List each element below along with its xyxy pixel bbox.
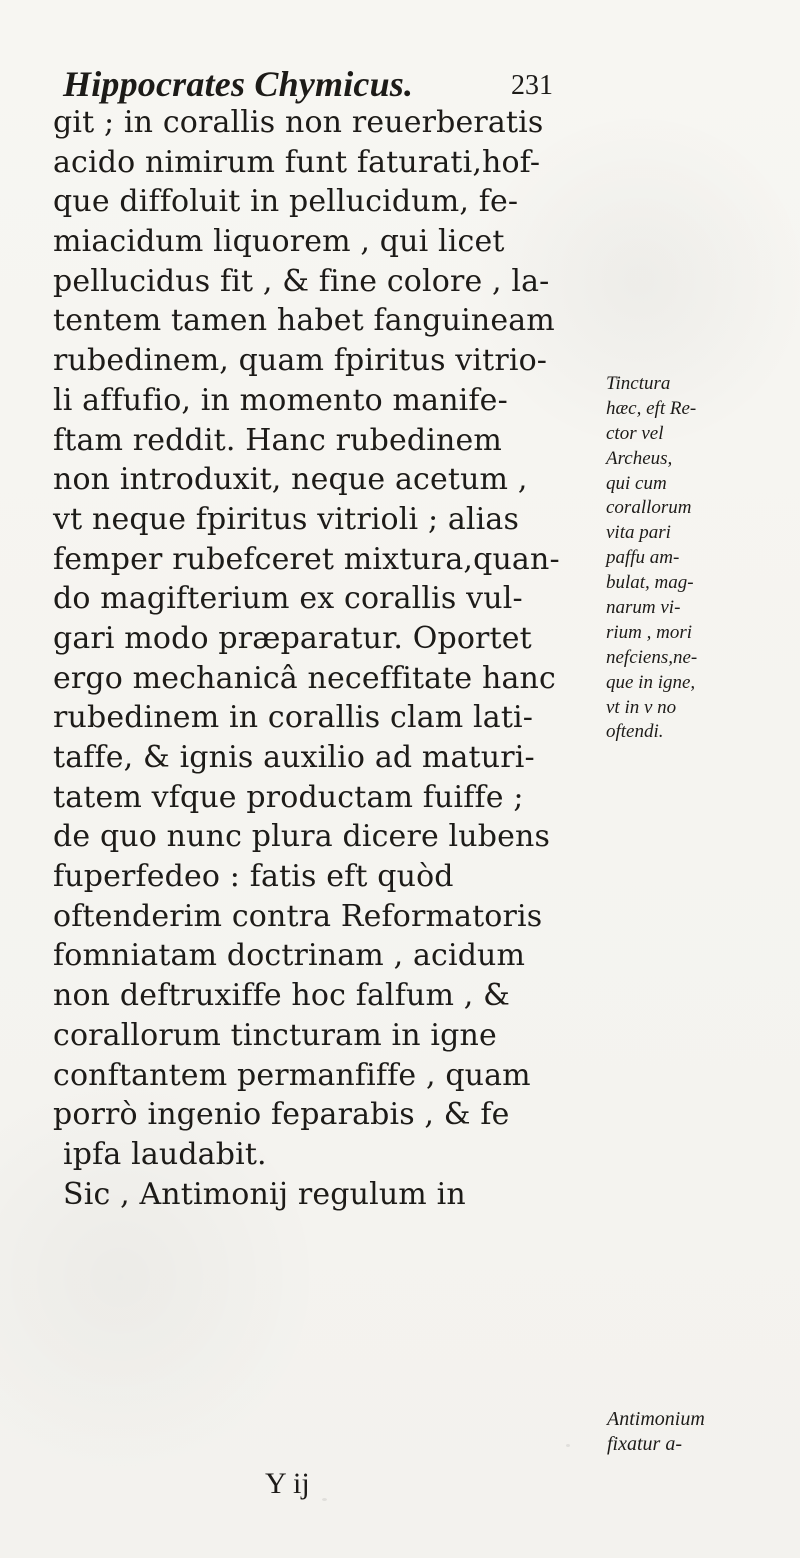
paper-spot <box>566 1444 570 1447</box>
margin-note-line: narum vi- <box>606 597 681 619</box>
margin-note-line: paffu am- <box>606 547 680 569</box>
margin-note-line: ctor vel <box>606 422 664 444</box>
text-line: de quo nunc plura dicere lubens <box>53 819 551 855</box>
margin-note-line: Antimonium <box>607 1408 705 1430</box>
text-line: oftenderim contra Reformatoris <box>53 898 543 934</box>
text-line: porrò ingenio feparabis , & fe <box>53 1097 510 1133</box>
text-line: pellucidus fit , & fine colore , la- <box>53 263 550 299</box>
text-line: miacidum liquorem , qui licet <box>53 224 505 260</box>
text-line: Sic , Antimonij regulum in <box>63 1176 466 1212</box>
text-line: que diffoluit in pellucidum, fe- <box>53 184 519 220</box>
text-line: corallorum tincturam in igne <box>53 1017 497 1053</box>
text-line: femper rubefceret mixtura,quan- <box>53 541 560 577</box>
text-line: non introduxit, neque acetum , <box>53 462 528 498</box>
margin-note-line: que in igne, <box>606 671 696 693</box>
text-line: tatem vfque productam fuiffe ; <box>53 779 524 815</box>
margin-note-line: corallorum <box>606 497 692 519</box>
margin-note-line: fixatur a- <box>607 1432 682 1455</box>
text-line: tentem tamen habet fanguineam <box>53 303 555 339</box>
text-line: rubedinem, quam fpiritus vitrio- <box>53 343 548 379</box>
text-line: conftantem permanfiffe , quam <box>53 1057 531 1093</box>
margin-note-line: bulat, mag- <box>606 572 694 594</box>
paper-spot <box>322 1498 327 1501</box>
margin-note-line: vita pari <box>606 522 671 544</box>
margin-note-tinctura <box>606 372 791 745</box>
signature-mark: Y ij <box>265 1467 310 1500</box>
text-line: rubedinem in corallis clam lati- <box>53 700 534 736</box>
margin-note-line: rium , mori <box>606 621 693 643</box>
margin-note-line: hæc, eft Re- <box>606 397 697 419</box>
text-line: taffe, & ignis auxilio ad maturi- <box>53 740 535 775</box>
text-line: fomniatam doctrinam , acidum <box>53 938 526 974</box>
text-line: fuperfedeo : fatis eft quòd <box>53 859 454 895</box>
text-line: acido nimirum funt faturati,hof- <box>53 144 541 180</box>
text-line: li affufio, in momento manife- <box>53 382 508 418</box>
margin-note-line: Archeus, <box>606 447 673 469</box>
main-text-block <box>53 103 598 1214</box>
text-line: gari modo præparatur. Oportet <box>53 620 532 656</box>
margin-note-antimonium <box>607 1405 792 1455</box>
text-line: do magifterium ex corallis vul- <box>53 581 523 617</box>
margin-note-line: Tinctura <box>606 373 671 394</box>
margin-note-line: nefciens,ne- <box>606 646 698 668</box>
text-line: vt neque fpiritus vitrioli ; alias <box>53 501 519 537</box>
margin-note-line: vt in v no <box>606 696 677 718</box>
page-number: 231 <box>511 70 553 101</box>
text-line: ergo mechanicâ neceffitate hanc <box>53 660 556 696</box>
margin-note-line: oftendi. <box>606 721 664 743</box>
text-line: non deftruxiffe hoc falfum , & <box>53 978 511 1014</box>
text-line: ipfa laudabit. <box>63 1136 267 1172</box>
text-line: ftam reddit. Hanc rubedinem <box>53 422 502 458</box>
text-line: git ; in corallis non reuerberatis <box>53 105 544 140</box>
margin-note-line: qui cum <box>606 472 667 494</box>
running-title: Hippocrates Chymicus. <box>63 64 414 104</box>
